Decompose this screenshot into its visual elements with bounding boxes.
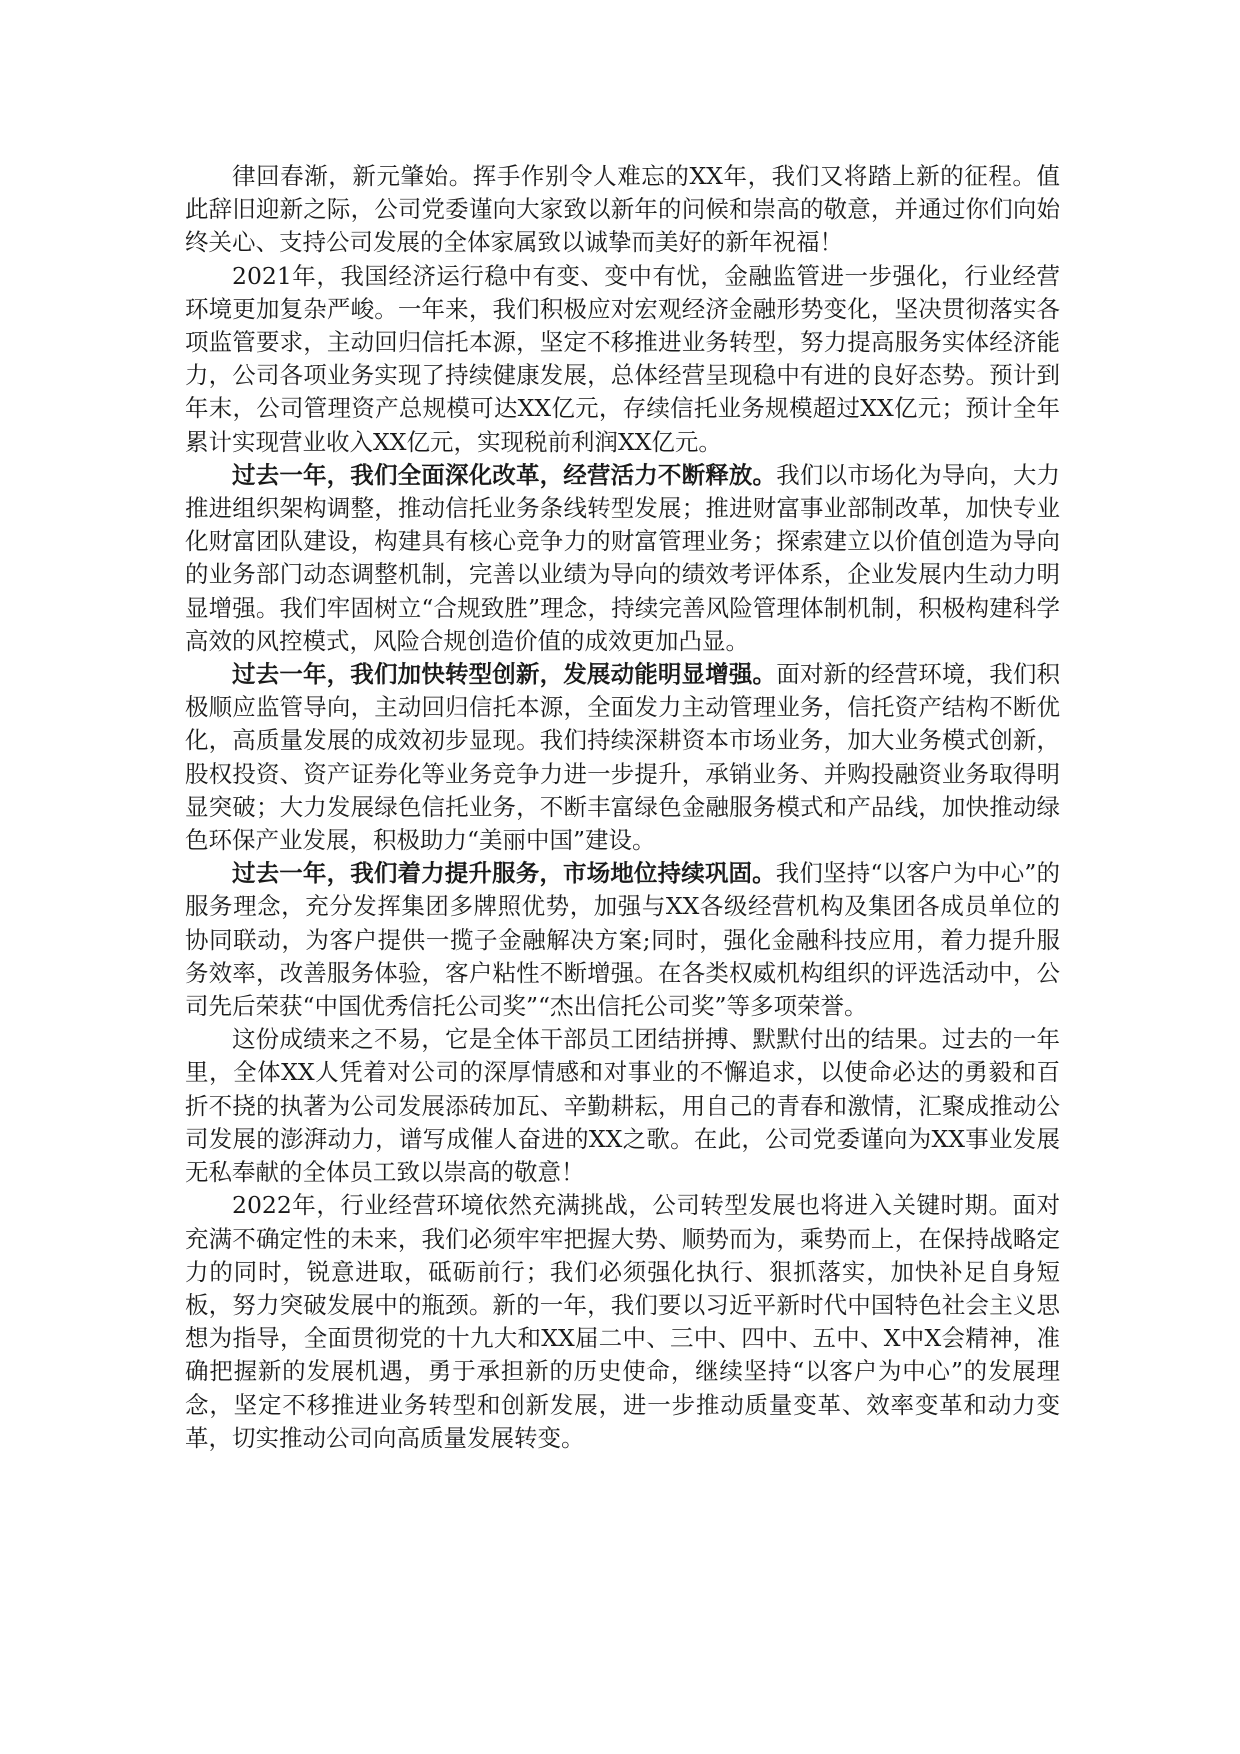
paragraph-text: 2021年，我国经济运行稳中有变、变中有忧，金融监管进一步强化，行业经营环境更加复杂严峻。一年来，我们积极应对宏观经济金融形势变化，坚决贯彻落实各项监管要求，主动回归信托本源，坚定不移推进业务转型，努力提高服务实体经济能力，公司各项业务实现了持续健康发展，总体经营呈现稳中有进的良好态势。预计到年末，公司管理资产总规模可达XX亿元，存续信托业务规模超过XX亿元；预计全年累计实现营业收入XX亿元，实现税前利润XX亿元。 — [185, 261, 1060, 456]
paragraph-text: 律回春渐，新元肇始。挥手作别令人难忘的XX年，我们又将踏上新的征程。值此辞旧迎新之际，公司党委谨向大家致以新年的问候和崇高的敬意，并通过你们向始终关心、支持公司发展的全体家属致以诚挚而美好的新年祝福！ — [185, 162, 1060, 257]
paragraph-innovation — [185, 658, 1060, 857]
paragraph-gratitude — [185, 1023, 1060, 1189]
paragraph-opening — [185, 160, 1060, 260]
paragraph-lead: 过去一年，我们着力提升服务，市场地位持续巩固。 — [232, 859, 776, 888]
paragraph-text: 我们以市场化为导向，大力推进组织架构调整，推动信托业务条线转型发展；推进财富事业部制改革，加快专业化财富团队建设，构建具有核心竞争力的财富管理业务；探索建立以价值创造为导向的业务部门动态调整机制，完善以业绩为导向的绩效考评体系，企业发展内生动力明显增强。我们牢固树立“合规致胜”理念，持续完善风险管理体制机制，积极构建科学高效的风控模式，风险合规创造价值的成效更加凸显。 — [185, 460, 1061, 655]
paragraph-2021-review — [185, 260, 1060, 459]
document-body — [185, 160, 1060, 1455]
paragraph-text: 我们坚持“以客户为中心”的服务理念，充分发挥集团多牌照优势，加强与XX各级经营机构及集团各成员单位的协同联动，为客户提供一揽子金融解决方案;同时，强化金融科技应用，着力提升服务效率，改善服务体验，客户粘性不断增强。在各类权威机构组织的评选活动中，公司先后荣获“中国优秀信托公司奖”“杰出信托公司奖”等多项荣誉。 — [185, 859, 1060, 1021]
paragraph-lead: 过去一年，我们全面深化改革，经营活力不断释放。 — [232, 460, 777, 489]
paragraph-2022-outlook — [185, 1189, 1060, 1455]
paragraph-lead: 过去一年，我们加快转型创新，发展动能明显增强。 — [232, 660, 777, 689]
paragraph-text: 2022年，行业经营环境依然充满挑战，公司转型发展也将进入关键时期。面对充满不确定性的未来，我们必须牢牢把握大势、顺势而为，乘势而上，在保持战略定力的同时，锐意进取，砥砺前行；我们必须强化执行、狠抓落实，加快补足自身短板，努力突破发展中的瓶颈。新的一年，我们要以习近平新时代中国特色社会主义思想为指导，全面贯彻党的十九大和XX届二中、三中、四中、五中、X中X会精神，准确把握新的发展机遇，勇于承担新的历史使命，继续坚持“以客户为中心”的发展理念，坚定不移推进业务转型和创新发展，进一步推动质量变革、效率变革和动力变革，切实推动公司向高质量发展转变。 — [185, 1191, 1060, 1452]
paragraph-service — [185, 857, 1060, 1023]
paragraph-text: 面对新的经营环境，我们积极顺应监管导向，主动回归信托本源，全面发力主动管理业务，信托资产结构不断优化，高质量发展的成效初步显现。我们持续深耕资本市场业务，加大业务模式创新，股权投资、资产证券化等业务竞争力进一步提升，承销业务、并购投融资业务取得明显突破；大力发展绿色信托业务，不断丰富绿色金融服务模式和产品线，加快推动绿色环保产业发展，积极助力“美丽中国”建设。 — [185, 660, 1061, 855]
paragraph-reform — [185, 459, 1060, 658]
paragraph-text: 这份成绩来之不易，它是全体干部员工团结拼搏、默默付出的结果。过去的一年里，全体XX人凭着对公司的深厚情感和对事业的不懈追求，以使命必达的勇毅和百折不挠的执著为公司发展添砖加瓦、辛勤耕耘，用自己的青春和激情，汇聚成推动公司发展的澎湃动力，谱写成催人奋进的XX之歌。在此，公司党委谨向为XX事业发展无私奉献的全体员工致以崇高的敬意！ — [185, 1025, 1060, 1187]
